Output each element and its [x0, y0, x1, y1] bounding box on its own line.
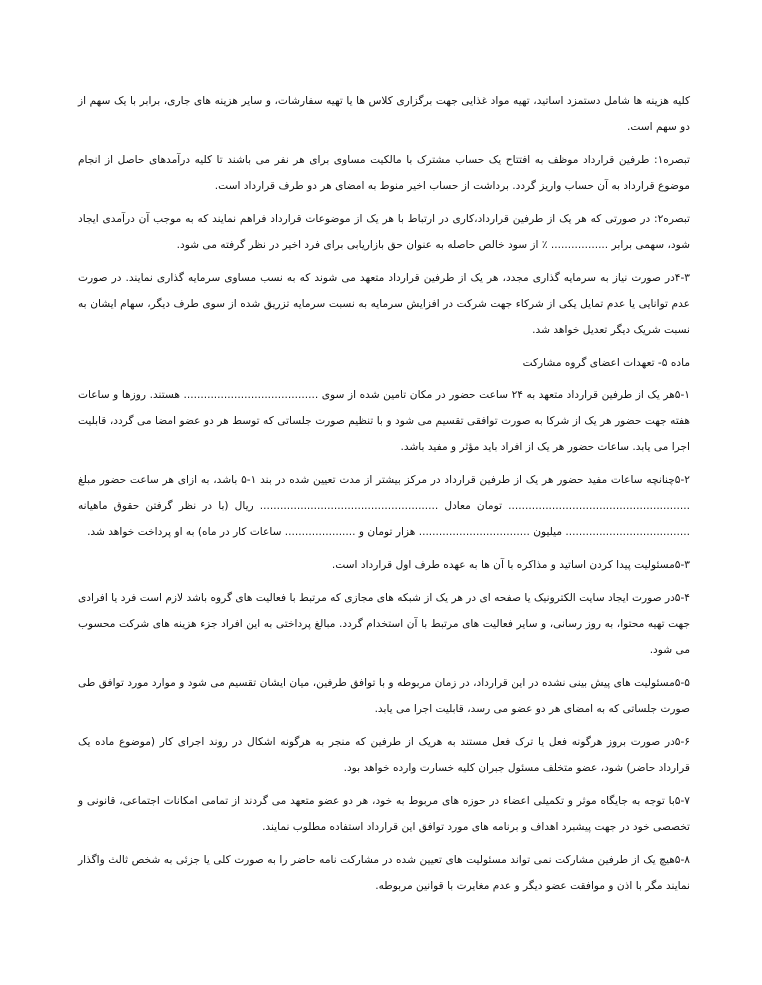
paragraph-note-2: تبصره۲: در صورتی که هر یک از طرفین قرارداد،کاری در ارتباط با هر یک از موضوعات قرارداد فراهم نمایند که به موجب آن درآمدی ایجاد شود، سهمی برابر ................. ٪ از سود خالص حاصله به عنوان حق بازاریابی برای فرد اخیر در نظر گرفته می شود. — [78, 213, 690, 251]
paragraph-5-5: ۵-۵مسئولیت های پیش بینی نشده در این قرارداد، در زمان مربوطه و با توافق طرفین، میان ایشان تقسیم می شود و موارد مورد توافق طی صورت جلساتی که به امضای هر دو عضو می رسد، قابلیت اجرا می یابد. — [78, 677, 690, 715]
paragraph-costs: کلیه هزینه ها شامل دستمزد اساتید، تهیه مواد غذایی جهت برگزاری کلاس ها یا تهیه سفارشات، و سایر هزینه های جاری، برابر با یک سهم از دو سهم است. — [78, 95, 690, 133]
paragraph-5-2: ۵-۲چنانچه ساعات مفید حضور هر یک از طرفین قرارداد در مرکز بیشتر از مدت تعیین شده در بند ۱-۵ باشد، به ازای هر ساعت حضور مبلغ ...................................................... تومان معادل ..................................................... ریال (با در نظر گرفتن حقوق ماهیانه ..................................... میلیون ................................. هزار تومان و ..................... ساعات کار در ماه) به او پرداخت خواهد شد. — [78, 474, 690, 538]
paragraph-5-7: ۵-۷با توجه به جایگاه موثر و تکمیلی اعضاء در حوزه های مربوط به خود، هر دو عضو متعهد می گردند از تمامی امکانات اجتماعی، قانونی و تخصصی خود در جهت پیشبرد اهداف و برنامه های مورد توافق این قرارداد استفاده مطلوب نمایند. — [78, 795, 690, 833]
paragraph-4-3: ۴-۳در صورت نیاز به سرمایه گذاری مجدد، هر یک از طرفین قرارداد متعهد می شوند که به نسب مساوی سرمایه گذاری نمایند. در صورت عدم توانایی یا عدم تمایل یکی از شرکاء جهت شرکت در افزایش سرمایه به نسبت سرمایه تزریق شده از سوی طرف دیگر، سهام ایشان به نسبت شریک دیگر تعدیل خواهد شد. — [78, 272, 690, 336]
paragraph-5-1: ۵-۱هر یک از طرفین قرارداد متعهد به ۲۴ ساعت حضور در مکان تامین شده از سوی ........................................ هستند. روزها و ساعات هفته جهت حضور هر یک از شرکا به صورت توافقی تقسیم می شود و با تنظیم صورت جلساتی که توسط هر دو عضو امضا می گردد، قابلیت اجرا می یابد. ساعات حضور هر یک از افراد باید مؤثر و مفید باشد. — [78, 389, 690, 453]
section-title: ماده ۵- تعهدات اعضای گروه مشارکت — [522, 357, 690, 369]
paragraph-5-6: ۵-۶در صورت بروز هرگونه فعل یا ترک فعل مستند به هریک از طرفین که منجر به هرگونه اشکال در روند اجرای کار (موضوع ماده یک قرارداد حاضر) شود، عضو متخلف مسئول جبران کلیه خسارت وارده خواهد بود. — [78, 736, 690, 774]
paragraph-5-4: ۵-۴در صورت ایجاد سایت الکترونیک یا صفحه ای در هر یک از شبکه های مجازی که مرتبط با فعالیت های گروه باشد لازم است فرد یا افرادی جهت تهیه محتوا، به روز رسانی، و سایر فعالیت های مرتبط با آن استخدام گردد. مبالغ پرداختی به این افراد جزء هزینه های شرکت محسوب می شود. — [78, 592, 690, 656]
paragraph-5-3: ۵-۳مسئولیت پیدا کردن اساتید و مذاکره با آن ها به عهده طرف اول قرارداد است. — [331, 559, 690, 571]
paragraph-5-8: ۵-۸هیچ یک از طرفین مشارکت نمی تواند مسئولیت های تعیین شده در مشارکت نامه حاضر را به صورت کلی یا جزئی به شخص ثالث واگذار نمایند مگر با اذن و موافقت عضو دیگر و عدم مغایرت با قوانین مربوطه. — [78, 854, 690, 892]
document-page — [78, 88, 690, 906]
paragraph-note-1: تبصره۱: طرفین قرارداد موظف به افتتاح یک حساب مشترک با مالکیت مساوی برای هر نفر می باشند تا کلیه درآمدهای حاصل از انجام موضوع قرارداد به آن حساب واریز گردد. برداشت از حساب اخیر منوط به امضای هر دو طرف قرارداد است. — [78, 154, 690, 192]
